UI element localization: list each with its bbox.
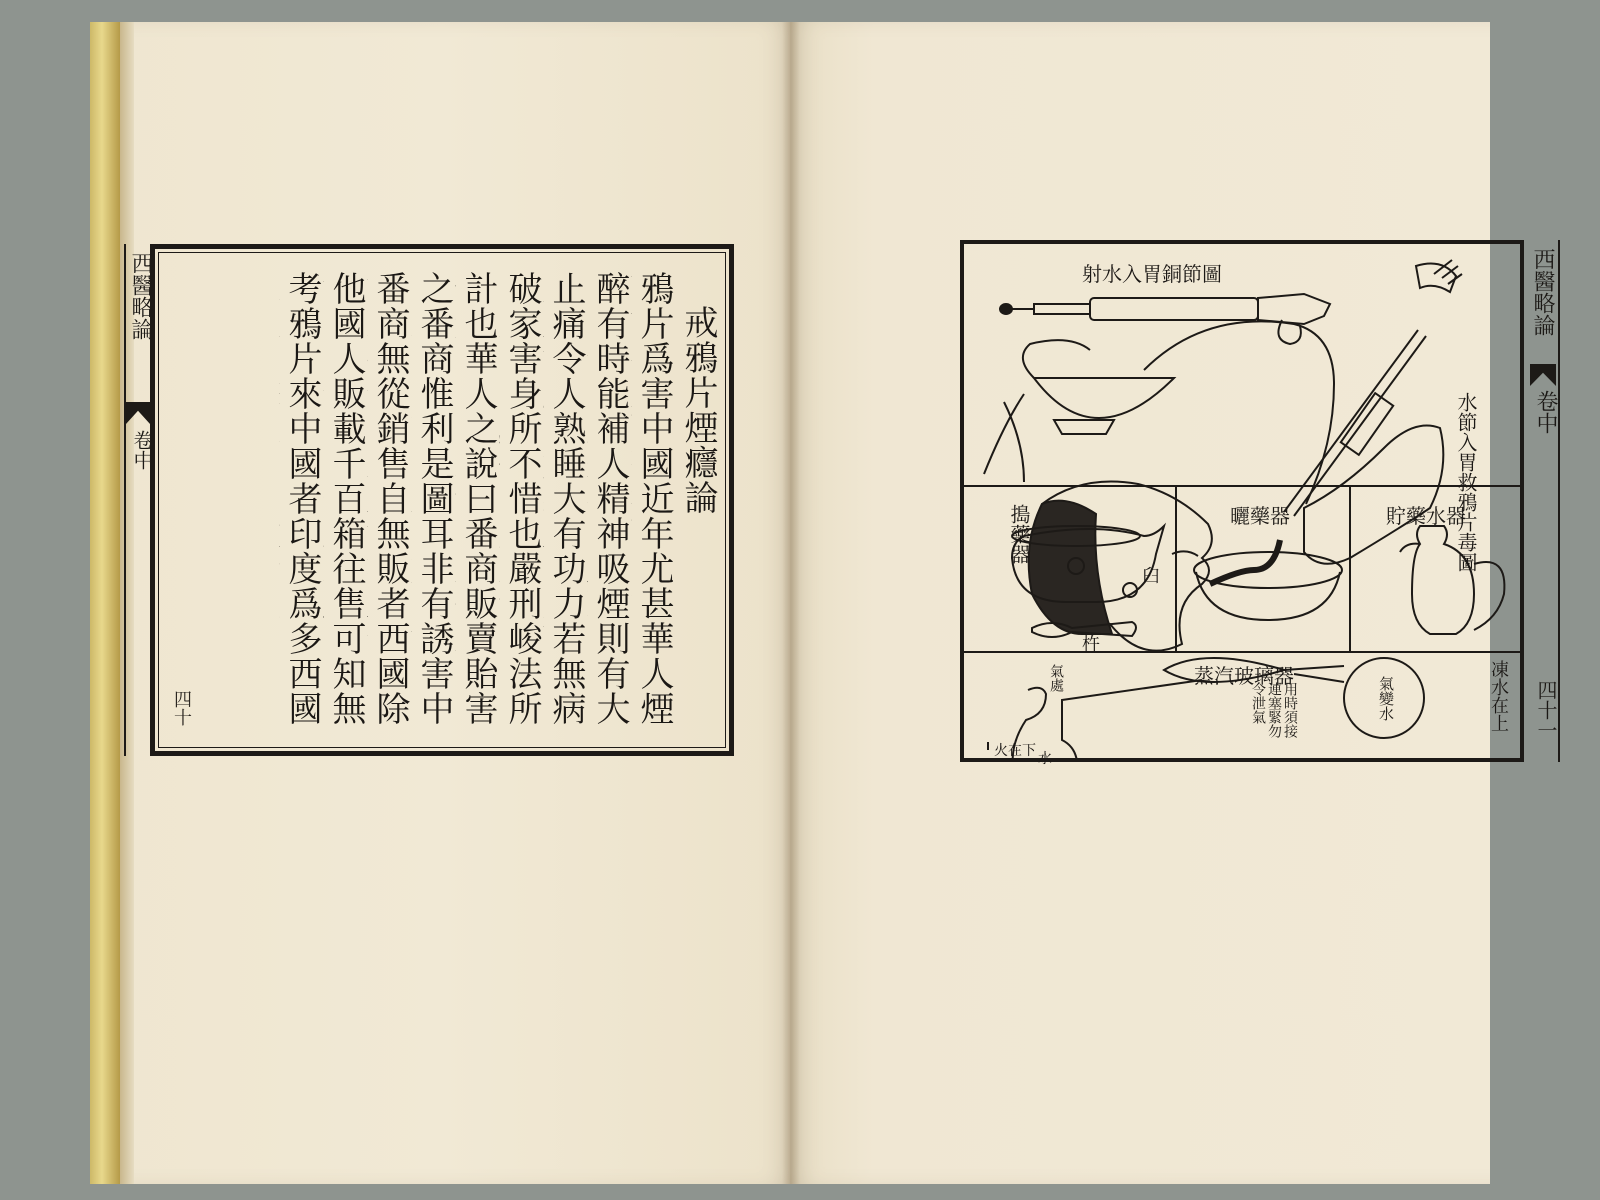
illustration-frame — [960, 240, 1524, 767]
text-column: 考鴉片來中國者印度爲多西國 — [282, 271, 322, 726]
right-margin-title: 西醫略論 — [1530, 248, 1555, 336]
essay-heading: 戒鴉片煙癮論 — [678, 305, 718, 515]
text-column: 鴉片爲害中國近年尤甚華人煙 — [634, 271, 674, 726]
right-folio: 四十一 — [1534, 680, 1558, 740]
still-cold-water-label: 凍水在上 — [1488, 660, 1509, 732]
still-fire-label: 火在下 — [994, 743, 1036, 759]
text-column: 之番商惟利是圖耳非有誘害中 — [414, 271, 454, 726]
text-columns — [163, 271, 719, 745]
pestle-label: 杵 — [1082, 634, 1100, 655]
mortar-title: 搗藥器 — [1007, 504, 1031, 564]
pump-title: 射水入胃銅節圖 — [1082, 262, 1222, 286]
left-margin-volume: 卷中 — [130, 430, 154, 470]
still-water-label: 水 — [1038, 751, 1052, 767]
text-column: 計也華人之說曰番商販賣貽害 — [458, 271, 498, 726]
book-gutter — [782, 22, 800, 1184]
main-caption: 水節入胃救鴉片毒圖 — [1454, 392, 1478, 572]
left-folio: 四十 — [171, 690, 192, 726]
fish-tail-mark — [1530, 364, 1556, 386]
open-book — [90, 22, 1558, 1184]
fish-tail-mark — [126, 402, 150, 424]
text-frame — [150, 244, 734, 756]
jug-title: 貯藥水器 — [1386, 504, 1466, 528]
still-flask-label: 氣變水 — [1377, 676, 1395, 721]
right-page-margin — [1528, 240, 1560, 762]
left-margin-title: 西醫略論 — [128, 252, 153, 340]
left-page-margin — [124, 244, 152, 756]
still-note: 用時須接連塞緊勿令泄氣 — [1250, 682, 1298, 738]
book-spine — [90, 22, 120, 1184]
text-column: 他國人販載千百箱往售可知無 — [326, 271, 366, 726]
still-title: 蒸汽玻璃器 — [1194, 664, 1294, 688]
still-gas-label: 氣處 — [1048, 664, 1064, 692]
text-column: 醉有時能補人精神吸煙則有大 — [590, 271, 630, 726]
bowl-title: 曬藥器 — [1230, 504, 1290, 528]
text-column: 番商無從銷售自無販者西國除 — [370, 271, 410, 726]
text-column: 止痛令人熟睡大有功力若無病 — [546, 271, 586, 726]
text-column: 破家害身所不惜也嚴刑峻法所 — [502, 271, 542, 726]
right-page — [790, 22, 1558, 1184]
left-page — [90, 22, 792, 1184]
right-margin-volume: 卷中 — [1533, 390, 1558, 434]
mortar-label: 臼 — [1142, 566, 1160, 587]
